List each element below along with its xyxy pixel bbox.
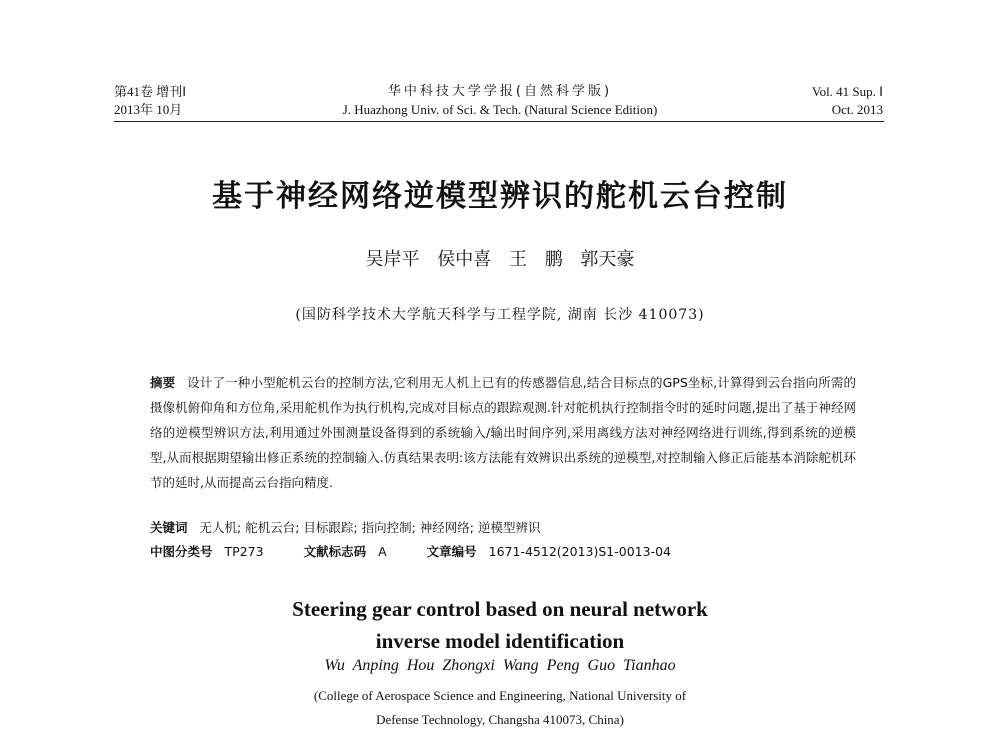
abstract-label: 摘要 [150, 375, 176, 390]
affiliation-en [0, 684, 1000, 732]
keywords [150, 519, 856, 537]
header-journal-en: J. Huazhong Univ. of Sci. & Tech. (Natural Science Edition) [342, 102, 658, 117]
paper-title-en [0, 593, 1000, 657]
header-volume-cn: 第41卷 增刊Ⅰ [114, 84, 187, 99]
doc-code-value: A [378, 544, 387, 559]
abstract-text: 设计了一种小型舵机云台的控制方法,它利用无人机上已有的传感器信息,结合目标点的GPS坐标,计算得到云台指向所需的摄像机俯仰角和方位角,采用舵机作为执行机构,完成对目标点的跟踪观测.针对舵机执行控制指令时的延时问题,提出了基于神经网络的逆模型辨识方法,利用通过外围测量设备得到的系统输入/输出时间序列,采用离线方法对神经网络进行训练,得到系统的逆模型,从而根据期望输出修正系统的控制输入.仿真结果表明:该方法能有效辨识出系统的逆模型,对控制输入修正后能基本消除舵机环节的延时,从而提高云台指向精度. [150, 375, 856, 490]
affiliation-cn: (国防科学技术大学航天科学与工程学院, 湖南 长沙 410073) [295, 307, 705, 323]
affiliation-en-line2: Defense Technology, Changsha 410073, China) [376, 712, 624, 727]
paper-title-en-line2: inverse model identification [375, 629, 625, 653]
abstract-cn [150, 370, 856, 495]
clc-value: TP273 [224, 544, 264, 559]
paper-title-en-line1: Steering gear control based on neural network [292, 597, 708, 621]
authors-cn: 吴岸平 侯中喜 王 鹏 郭天豪 [365, 249, 635, 270]
paper-title-cn: 基于神经网络逆模型辨识的舵机云台控制 [212, 179, 788, 214]
header-issue-block [812, 83, 883, 119]
header-journal-block [290, 83, 710, 119]
header-volume-en: Vol. 41 Sup. Ⅰ [811, 84, 883, 99]
affiliation-en-line1: (College of Aerospace Science and Engineering, National University of [313, 688, 687, 703]
clc-label: 中图分类号 [150, 544, 213, 559]
header-date-cn: 2013年 10月 [114, 102, 183, 117]
doc-code-label: 文献标志码 [303, 544, 367, 559]
authors-en: Wu Anping Hou Zhongxi Wang Peng Guo Tianhao [324, 657, 676, 674]
header-volume-block [114, 83, 186, 119]
article-number-value: 1671-4512(2013)S1-0013-04 [488, 544, 671, 559]
classification-line [150, 543, 856, 561]
article-number-label: 文章编号 [426, 544, 477, 559]
keywords-label: 关键词 [150, 520, 188, 535]
header-journal-cn: 华中科技大学学报(自然科学版) [387, 84, 613, 99]
keywords-text: 无人机; 舵机云台; 目标跟踪; 指向控制; 神经网络; 逆模型辨识 [199, 520, 541, 535]
header-date-en: Oct. 2013 [831, 102, 883, 117]
header-rule [114, 121, 884, 122]
